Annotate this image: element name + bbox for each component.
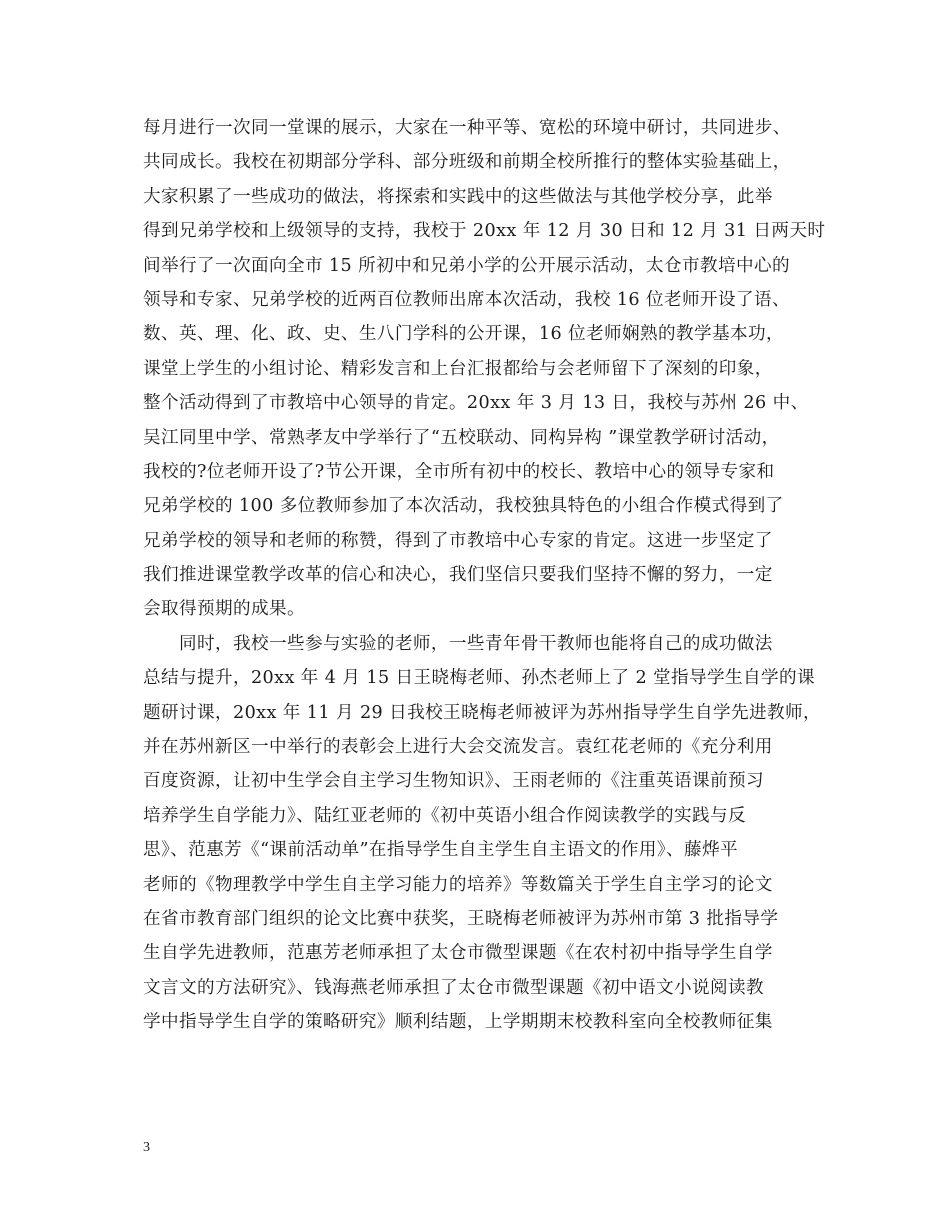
text-line: 兄弟学校的 100 多位教师参加了本次活动，我校独具特色的小组合作模式得到了 bbox=[143, 496, 784, 517]
text-line: 大家积累了一些成功的做法，将探索和实践中的这些做法与其他学校分享，此举 bbox=[143, 186, 773, 207]
text-line: 共同成长。我校在初期部分学科、部分班级和前期全校所推行的整体实验基础上， bbox=[143, 152, 791, 173]
text-line: 培养学生自学能力》、陆红亚老师的《初中英语小组合作阅读教学的实践与反 bbox=[143, 805, 746, 826]
text-line: 整个活动得到了市教培中心领导的肯定。20xx 年 3 月 13 日，我校与苏州 26 中、 bbox=[143, 393, 809, 414]
body-text bbox=[143, 111, 826, 1040]
text-line: 得到兄弟学校和上级领导的支持，我校于 20xx 年 12 月 30 日和 12 月 31 日两天时 bbox=[143, 221, 826, 242]
text-line: 并在苏州新区一中举行的表彰会上进行大会交流发言。袁红花老师的《充分利用 bbox=[143, 737, 773, 758]
text-line: 吴江同里中学、常熟孝友中学举行了“五校联动、同构异构 ”课堂教学研讨活动， bbox=[143, 427, 780, 448]
page-number: 3 bbox=[143, 1140, 150, 1155]
text-line: 领导和专家、兄弟学校的近两百位教师出席本次活动，我校 16 位老师开设了语、 bbox=[143, 289, 790, 310]
text-line: 题研讨课，20xx 年 11 月 29 日我校王晓梅老师被评为苏州指导学生自学先进教师， bbox=[143, 702, 821, 723]
text-line: 数、英、理、化、政、史、生八门学科的公开课，16 位老师娴熟的教学基本功， bbox=[143, 324, 784, 345]
text-line: 百度资源，让初中生学会自主学习生物知识》、王雨老师的《注重英语课前预习 bbox=[143, 771, 764, 792]
text-line: 每月进行一次同一堂课的展示，大家在一种平等、宽松的环境中研讨，共同进步、 bbox=[143, 118, 791, 138]
text-line: 我们推进课堂教学改革的信心和决心，我们坚信只要我们坚持不懈的努力，一定 bbox=[143, 565, 773, 586]
text-line: 我校的?位老师开设了?节公开课，全市所有初中的校长、教培中心的领导专家和 bbox=[143, 461, 775, 482]
text-line: 同时，我校一些参与实验的老师，一些青年骨干教师也能将自己的成功做法 bbox=[143, 633, 773, 654]
text-line: 在省市教育部门组织的论文比赛中获奖，王晓梅老师被评为苏州市第 3 批指导学 bbox=[143, 908, 779, 929]
text-line: 间举行了一次面向全市 15 所初中和兄弟小学的公开展示活动，太仓市教培中心的 bbox=[143, 255, 790, 276]
text-line: 学中指导学生自学的策略研究》顺利结题，上学期期末校教科室向全校教师征集 bbox=[143, 1012, 773, 1033]
text-line: 文言文的方法研究》、钱海燕老师承担了太仓市微型课题《初中语文小说阅读教 bbox=[143, 977, 764, 998]
text-line: 老师的《物理教学中学生自主学习能力的培养》等数篇关于学生自主学习的论文 bbox=[143, 874, 773, 895]
text-line: 会取得预期的成果。 bbox=[143, 599, 305, 620]
text-line: 生自学先进教师，范惠芳老师承担了太仓市微型课题《在农村初中指导学生自学 bbox=[143, 943, 773, 964]
text-line: 课堂上学生的小组讨论、精彩发言和上台汇报都给与会老师留下了深刻的印象， bbox=[143, 358, 773, 379]
text-line: 兄弟学校的领导和老师的称赞，得到了市教培中心专家的肯定。这进一步坚定了 bbox=[143, 530, 773, 551]
text-line: 总结与提升，20xx 年 4 月 15 日王晓梅老师、孙杰老师上了 2 堂指导学生自学的课 bbox=[143, 668, 815, 689]
text-line: 思》、范惠芳《“课前活动单”在指导学生自主学生自主语文的作用》、藤烨平 bbox=[143, 840, 738, 861]
